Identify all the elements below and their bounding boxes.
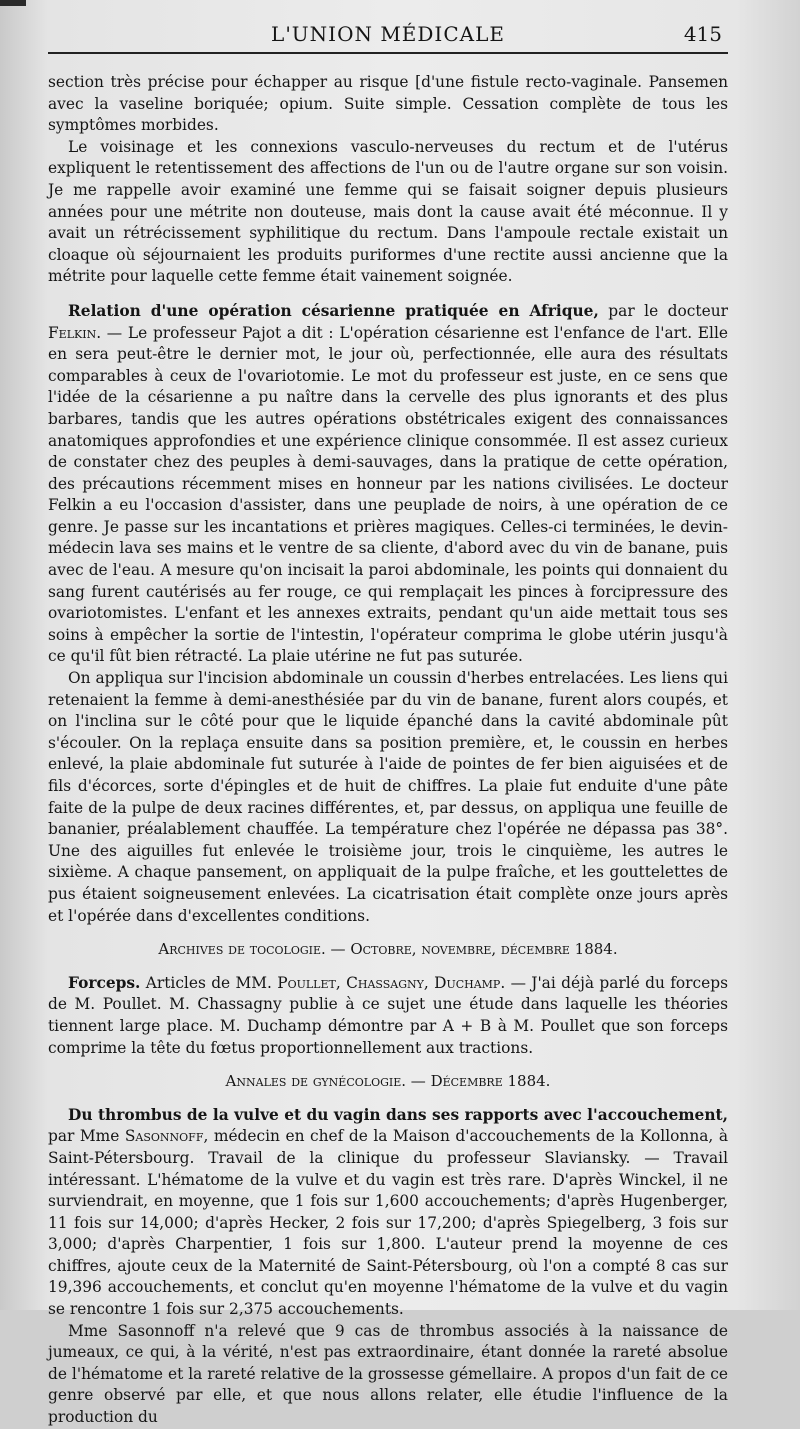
section-heading-annales: Annales de gynécologie. — Décembre 1884. (225, 1072, 551, 1091)
paragraph-5-lead: Articles de MM. (140, 973, 278, 992)
page-number: 415 (683, 22, 722, 46)
spacer (48, 288, 728, 301)
article-title-forceps: Forceps. (68, 973, 141, 992)
running-title: L'UNION MÉDICALE (271, 22, 505, 46)
paragraph-4: On appliqua sur l'incision abdominale un coussin d'herbes entrelacées. Les liens qui retenaient la femme à demi-anesthésiée par du vin de banane, furent alors coupés, et on l'inclina sur le côté pour que le liquide épanché dans la cavité abdominale pût s'écouler. On la replaça ensuite dans sa position première, et, le coussin en herbes enlevé, la plaie abdominale fut suturée à l'aide de pointes de fer bien aiguisées et de fils d'écorces, sorte d'épingles et de huit de chiffres. La plaie fut enduite d'une pâte faite de la pulpe de deux racines différentes, et, par dessus, on appliqua une feuille de bananier, préalablement chauffée. La température chez l'opérée ne dépassa pas 38°. Une des aiguilles fut enlevée le troisième jour, trois le cinquième, les autres le sixième. A chaque pansement, on appliquait de la pulpe fraîche, et les gouttelettes de pus étaient soigneusement enlevées. La cicatrisation était complète onze jours après et l'opérée dans d'excellentes conditions. (48, 669, 728, 925)
authors-forceps: Poullet, Chassagny, Duchamp. (277, 973, 506, 992)
paragraph-6 (48, 1105, 728, 1321)
author-sasonnoff: Sasonnoff, (124, 1127, 209, 1146)
paragraph-6-text: médecin en chef de la Maison d'accouchements de la Kollonna, à Saint-Pétersbourg. Travail de la clinique du professeur Slaviansky. — Travail intéressant. L'hématome de la vulve et du vagin est très rare. D'après Winckel, il ne surviendrait, en moyenne, que 1 fois sur 1,600 accouchements; d'après Hugenberger, 11 fois sur 14,000; d'après Hecker, 2 fois sur 17,200; d'après Spiegelberg, 3 fois sur 3,000; d'après Charpentier, 1 fois sur 1,800. L'auteur prend la moyenne de ces chiffres, ajoute ceux de la Maternité de Saint-Pétersbourg, où l'on a compté 8 cas sur 19,396 accouchements, et conclut qu'en moyenne l'hématome de la vulve et du vagin se rencontre 1 fois sur 2,375 accouchements. (48, 1127, 728, 1319)
paragraph-2: Le voisinage et les connexions vasculo-nerveuses du rectum et de l'utérus expliquent le retentissement des affections de l'un ou de l'autre organe sur son voisin. Je me rappelle avoir examiné une femme qui se faisait soigner depuis plusieurs années pour une métrite non douteuse, mais dont la cause avait été méconnue. Il y avait un rétrécissement syphilitique du rectum. Dans l'ampoule rectale existait un cloaque où séjournaient les produits puriformes d'une rectite aussi ancienne que la métrite pour laquelle cette femme était vainement soignée. (48, 137, 728, 286)
paragraph-5 (48, 973, 728, 1059)
article-title-cesarienne: Relation d'une opération césarienne pratiquée en Afrique, (68, 301, 599, 320)
article-title-thrombus: Du thrombus de la vulve et du vagin dans ses rapports avec l'accouchement, (68, 1105, 728, 1124)
paragraph-3-text: — Le professeur Pajot a dit : L'opération césarienne est l'enfance de l'art. Elle en sera peut-être le dernier mot, le jour où, perfectionnée, elle aura des résultats comparables à ceux de l'ovariotomie. Le mot du professeur est juste, en ce sens que l'idée de la césarienne a pu naître dans la cervelle des plus ignorants et des plus barbares, tandis que les autres opérations obstétricales exigent des connaissances anatomiques approfondies et une expérience clinique consommée. Il est assez curieux de constater chez des peuples à demi-sauvages, dans la pratique de cette opération, des précautions récemment mises en honneur par les nations civilisées. Le docteur Felkin a eu l'occasion d'assister, dans une peuplade de noirs, à une opération de ce genre. Je passe sur les incantations et prières magiques. Celles-ci terminées, le devin-médecin lava ses mains et le ventre de sa cliente, d'abord avec du vin de banane, puis avec de l'eau. A mesure qu'on incisait la paroi abdominale, les points qui donnaient du sang furent cautérisés au fer rouge, ce qui remplaçait les pinces à forcipressure des ovariotomistes. L'enfant et les annexes extraits, pendant qu'un aide mettait tous ses soins à empêcher la sortie de l'intestin, l'opérateur comprima le globe utérin jusqu'à ce qu'il fût bien rétracté. La plaie utérine ne fut pas suturée. (48, 323, 728, 666)
article-body (48, 72, 728, 1429)
paragraph-1: section très précise pour échapper au risque [d'une fistule recto-vaginale. Pansemen avec la vaseline boriquée; opium. Suite simple. Cessation complète de tous les symptômes morbides. (48, 73, 728, 135)
paragraph-7: Mme Sasonnoff n'a relevé que 9 cas de thrombus associés à la naissance de jumeaux, ce qui, à la vérité, n'est pas extraordinaire, étant donnée la rareté absolue de l'hématome et la rareté relative de la grossesse gémellaire. A propos d'un fait de ce genre observé par elle, et que nous allons relater, elle étudie l'influence de la production du (48, 1321, 728, 1427)
paragraph-6-lead: par Mme (48, 1127, 125, 1146)
section-heading-archives: Archives de tocologie. — Octobre, novembre, décembre 1884. (158, 940, 618, 959)
byline-text: par le docteur (598, 301, 728, 320)
paragraph-5-text: — J'ai déjà parlé du forceps de M. Poullet. M. Chassagny publie à ce sujet une étude dans laquelle les théories tiennent large place. M. Duchamp démontre par A + B à M. Poullet que son forceps comprime la tête du fœtus proportionnellement aux tractions. (48, 973, 728, 1057)
page-header (48, 20, 728, 54)
paragraph-3 (48, 301, 728, 668)
page-corner-mark (0, 0, 26, 6)
author-felkin: Felkin. (48, 323, 102, 342)
